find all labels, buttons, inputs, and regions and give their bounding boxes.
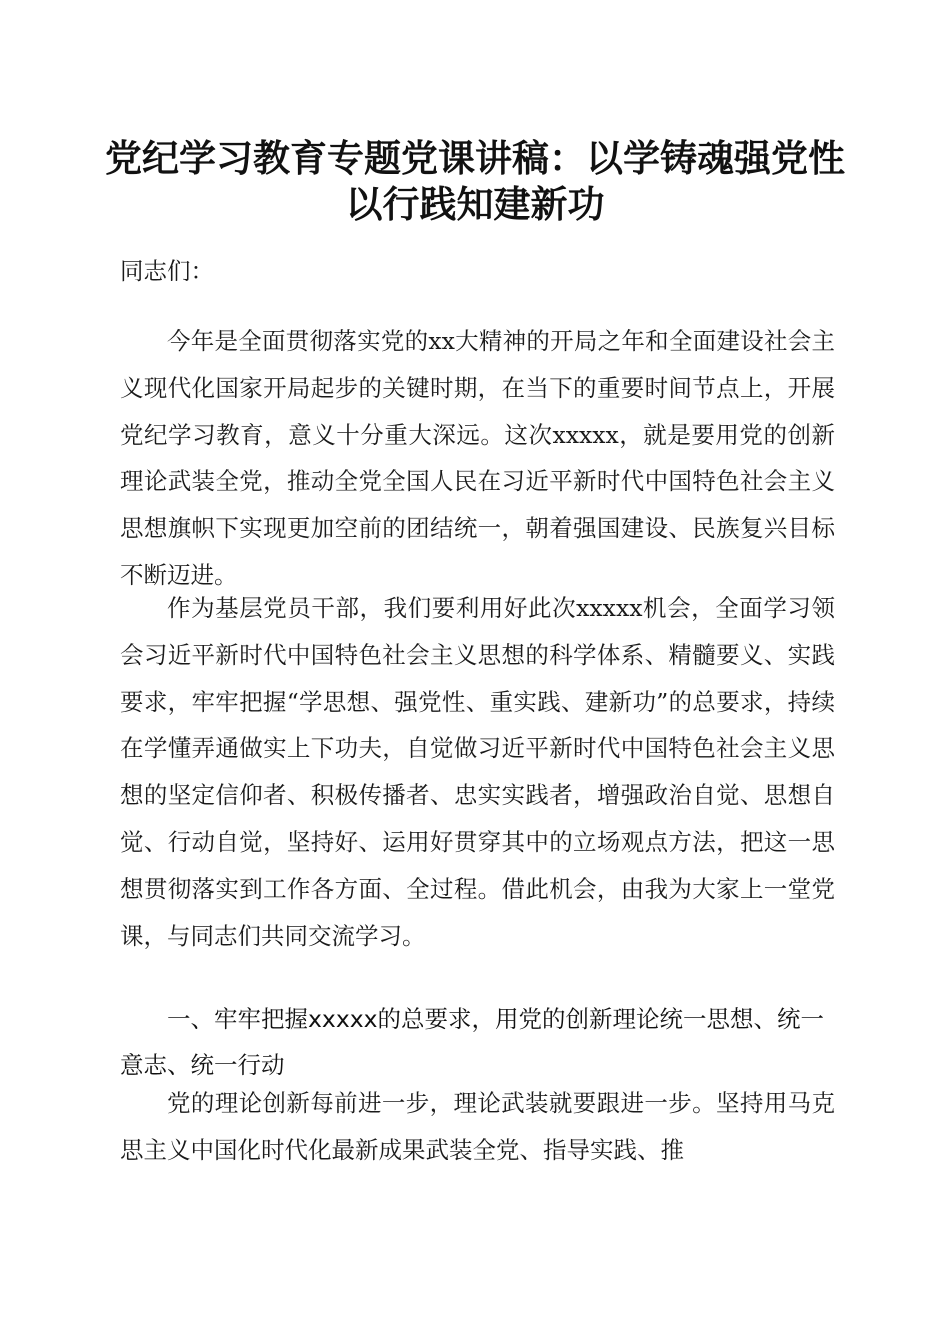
document-title-line-1: 党纪学习教育专题党课讲稿：以学铸魂强党性 <box>105 136 845 180</box>
body-paragraph-3: 党的理论创新每前进一步，理论武装就要跟进一步。坚持用马克思主义中国化时代化最新成果武装全党、指导实践、推 <box>120 1089 835 1164</box>
section-heading-1: 一、牢牢把握xxxxx的总要求，用党的创新理论统一思想、统一意志、统一行动 <box>120 1005 825 1079</box>
salutation: 同志们： <box>120 257 214 285</box>
body-paragraph-2: 作为基层党员干部，我们要利用好此次xxxxx机会，全面学习领会习近平新时代中国特色社会主义思想的科学体系、精髓要义、实践要求，牢牢把握“学思想、强党性、重实践、建新功”的总要求，持续在学懂弄通做实上下功夫，自觉做习近平新时代中国特色社会主义思想的坚定信仰者、积极传播者、忠实实践者，增强政治自觉、思想自觉、行动自觉，坚持好、运用好贯穿其中的立场观点方法，把这一思想贯彻落实到工作各方面、全过程。借此机会，由我为大家上一堂党课，与同志们共同交流学习。 <box>120 594 835 950</box>
body-paragraph-1: 今年是全面贯彻落实党的xx大精神的开局之年和全面建设社会主义现代化国家开局起步的关键时期，在当下的重要时间节点上，开展党纪学习教育，意义十分重大深远。这次xxxxx，就是要用党的创新理论武装全党，推动全党全国人民在习近平新时代中国特色社会主义思想旗帜下实现更加空前的团结统一，朝着强国建设、民族复兴目标不断迈进。 <box>120 327 835 589</box>
document-title-line-2: 以行践知建新功 <box>345 182 605 226</box>
